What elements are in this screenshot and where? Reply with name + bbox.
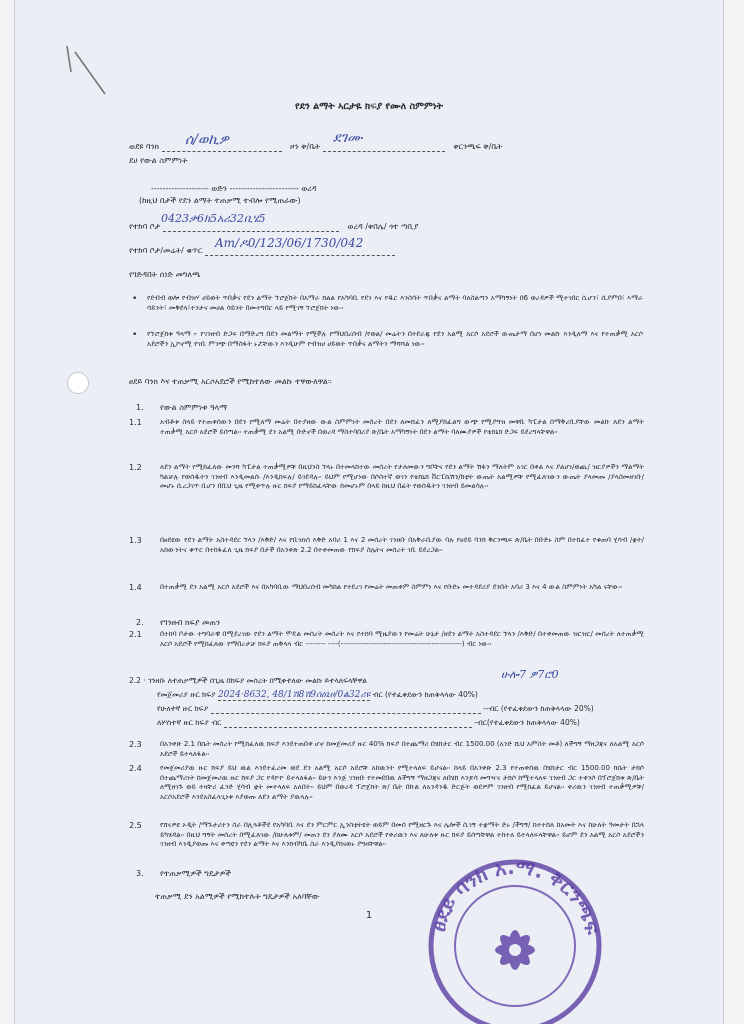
section-number: 1. xyxy=(136,403,144,412)
fee-label: የመጀመሪያ ዙር ክፍያ xyxy=(157,690,216,699)
clause-text: አብቶቱ ስላይ የተጠቀሰውን በደን የሚለማ መሬት በተያዘው ውል ስምምነት መሰረት በደን ለመሸፈን ለሚያከፈልግ ውጭ የሚያግዝ መዋቢ ካፒታል በማቅረቢያቸው መልኩ ለደን ልማት ተጠቃሚ አርሶ አደሮች ይሰጣል፡፡ ተጠቃሚ ደን አልሚ ቡድኖች በወረዳ ማስተባበሪያ ጽ/ቤት አማካኝነት በደን ልማት ባለሙያዎች የቴክኒክ ድጋፍ ይደረግላቸዋል፡፡ xyxy=(160,418,644,436)
fee-intro: 2.2 · ገንዘቡ ለተጠቃሚዎች በጊዜ በክፍያ መሰረት በሚቀተለው መልኩ ይተላለፍላቸዋል xyxy=(129,676,367,685)
clause-text: በፀደዩው የደን ልማት አስተዳደር ኘላን /እቅድ/ እና የቢዝነስ እቅድ አባሪ 1 እና 2 መሰረት ገንዘቡ በአቅራቢያው ባሉ የፀደይ ባንክ ቅርንጫፍ ጽ/ቤት በቡድኑ ስም በተከፈተ የቁጠባ ሂሳብ /ቋት/ አከውንትና ቁጥር በተከፋፈለ ጊዜ ክፍያ በታች በአንቀጽ 2.2 በተቀመጠው የክፍያ ስሌትና መሰረት ገቢ ይደረጋል፡፡ xyxy=(160,536,644,554)
fee-label: የሁለተኛ ዙር ክፍያ xyxy=(157,704,209,713)
clause-text: ለደን ልማት የሚከፈለው መንሻ ካፒታል ተጠቃሚዎቹ በዚህንስ ኘላኑ በተመላከተው መሰረት የታለመውን ግቦቸና የደን ልማት ሽፋን ማለትም አገር በቀል እና ያልሆነ/ወጪ/ ዝርያዎችን ማልማት ካልቻሉ የወሰዱትን ገንዘብ እንዲመልሱ /እንዲከፍሉ/ ይገደዳሉ፡፡ ይህም የሚሆነው በሶስተኛ ወገን የቴክኒክ ቨርፒኬሽን/ክቲት ውጤት አልሚዎቹ የሚፈለገውን ውጤት ያላመጡ /ያላስመዘገቡ/ መሆኑ ሲረጋገጥ ቢሆን በቢህ ጊዜ የሚቀጥሉ ዙር ክፍያ የማይከፈላቸው ከመሆኑም በላይ ከዚህ በፊት የወሰዱትን ገንዘብ ይመልሳሉ፡፡ xyxy=(160,463,644,491)
bullet-dot: • xyxy=(132,330,138,340)
clause-text: በተከባ ቦታው ተግባራዊ በሚደረገው የደን ልማት ሞዴል መሰረት መሰረት እና የተከባ ሚዜያውን የመሬት ሁኔታ /ዘደን ልማት አስተዳደር ኘላን /እቅድ/ በተቀመጠው ዝርዝር/ መሰረት ለተጠቃሚ አርሶ አደሮች የሚከፈለው የማበረታቻ ክፍያ ጠቅላላ ብር -------- ----(------------------------------------------------) ብር ነው፡፡ xyxy=(160,630,644,648)
clause-number: 2.3 xyxy=(129,740,142,749)
ref-handwritten-value: Am/ዶ0/123/06/1730/042 xyxy=(215,236,364,250)
bank-handwritten-value: ሰ/ወኪዎ xyxy=(185,132,229,148)
section-number: 3. xyxy=(136,869,144,878)
fee-tail: -ብር(የተፈቀደውን ከጠቅላላው 40%) xyxy=(474,718,580,727)
clause-number: 2.4 xyxy=(129,764,142,773)
section-number: 2. xyxy=(136,618,144,627)
basis-label: የገድዳበት ሰነድ መግለጫ xyxy=(129,270,201,279)
clause-number: 1.4 xyxy=(129,583,142,592)
clause-number: 1.1 xyxy=(129,418,142,427)
intro-line: ፀደይ ባንክ እና ተጠቃሚ አርሶአደሮች የሚከተለው መልኩ ተዋውለዋል፡፡ xyxy=(129,377,332,386)
clause-text: የመጀመሪያዉ ዙር ክፍያ ይህ ዉል እንደተፈረመ ወደ ደን አልሚ አርሶ አደሮቹ አከዉንት የሚተላለፍ ይሆናል፡፡ ከላይ በአንቀጽ 2.3 የተጠቀሰዉ በሄክታር ብር 1500.00 ክሴት ታክሶ በተጨማሪነት ከመጀመሪዉ ዙር ክፍያ ጋር የዳዮዮ ይተላለፋል፡፡ ይሁን እንጅ ገንዘቡ የተመደበዉ ለችግኝ ማዘጋጃና ለበሄክ እንጆሳ መግዣና ታክሶ ከሚተላለፍ ገንዘብ ጋር ተቀንሶ በፕሮጀክቱ ጽ/ቤት ለሚዘገጉ ወይ ተዛቸሪ ፈንድ ሂሳብ ቋት መተላለፍ አለበት፡፡ ይህም በወረዳ ፕሮጀክት ጽ/ ቤት በኩል ለአንዳንዱ ድርጅት ወደዎም ገንዘብ የሚከፈል ይሆናል፡፡ ቀሪዉን ገንዘብ ተጠቃሚዎቹ/አርሶአደሮች እንደአስፈላጊነቱ እያወጡ ለደን ልማት ያዉላሉ፡፡ xyxy=(160,764,644,801)
punch-hole xyxy=(67,372,89,394)
clause-text: የሸናዎዩ ኦዲት /ማጉታሪተን ስራ በሊጓቶችደ የአካባቢ እና ደን ምርምር ኢንስቲትዩት ወይም በመሰ የሚዘርጉ እና ሌሎች ሲገኝ ተቋማት ድኑ /ችግኝ/ ከተተከለ ከአመት እና ከሁለት ዓመታት በኋላ ይካሄዳል፡፡ በዚህ ግኝት መሰረት በሚፈለገው /ከሁለቱም/ መጠን ደን ያለሙ አርሶ አደሮች የቀሪዉን እና ለሁለቱ ዙር ክፍያ ይሰጣቸዋል ተከተለ ይተላለፍላቸዋል፡፡ ይሆም ደን አልሚ አርሶ አደሮችን ገንዘብ እንዲያወጡ እና ቀጣዩን የደን ልማት እና እንክብካቤ ስራ እንዲያከናወኑ ያግዛቸዋል፡፡ xyxy=(160,821,644,849)
party-label: ደሀ የውል ስምምነት xyxy=(129,156,188,165)
clause-number: 2.5 xyxy=(129,821,142,830)
clause-text: በአንቀጽ 2.1 በሴት መሰረት የሚከፈለዉ ክፍያ እንደተጠበቀ ሆኖ ከመጀመሪያ ዙር 40% ክፍያ በተጨማሪ በሄክታር ብር 1500.00 (አንድ ሺህ አምስት መቶ) ለችግኝ ማዘጋጃና ለአልሚ አርሶ አደሮች ይተላለፋል፡፡ xyxy=(160,740,644,758)
svg-text:ፀደይ ባንክ አ.ማ. ቅርንጫፍ: ፀደይ ባንክ አ.ማ. ቅርንጫፍ xyxy=(425,854,606,937)
bullet-dot: • xyxy=(132,294,138,304)
branch-handwritten-value: ደገሙ xyxy=(333,130,363,146)
page-title: የደን ልማት ኣርታዬ ክፍያ የሙለ ስምምነት xyxy=(295,101,443,112)
fee-row-third xyxy=(157,718,580,728)
id-row: -------------------- ወድን ------------------------ ወረዳ xyxy=(151,184,317,193)
id-row-note: (ከዚህ በታች የደን ልማት ተጠቃሚ ተብሎ የሚጠራው) xyxy=(139,196,301,205)
bullet-paragraph-1: የደብብ ወሎ የብዝሃ ሀይወት ጥበቃና የደን ልማት ኘሮጀክት በአማራ ክልል የአካባቢ የደን እና የዱር እንስሳት ጥበቃና ልማት ባለስልጣን አማካኝነት በ6 ወረዳዎች ሚተገበር ሲሆን፣ ሲያምበ፣ ኣማራ ሳይንት፣ መቅደላ፣ተንታና መሀል ሳይንት በመተግበር ላይ የሚገኝ ኘሮጀክት ነው፡፡ xyxy=(147,294,643,312)
bank-label: ወደዩ ባንክ xyxy=(129,142,159,151)
phone-handwritten-value: 0423ቃ6ክ5አሪ32ቢሄ5 xyxy=(161,212,266,225)
fee-tail: ብር (የተፈቀደውን ከጠቅላላው 40%) xyxy=(372,690,478,699)
section-title: የተጠቃሚዎች ግዴታዎች xyxy=(160,869,231,878)
clause-number: 1.2 xyxy=(129,463,142,472)
subbranch-label: ቀርንጫፍ ቅ/ቤት xyxy=(453,142,503,151)
fee-row-first xyxy=(157,690,478,700)
bank-seal-stamp xyxy=(415,846,615,1024)
bullet-paragraph-2: የኘሮጀክቱ ዓላማ ፦ የገንዘብ ድጋፍ በማድረግ በደን መልማት የሚችሉ የማህበረሰብ /የወል/ መሬትን በተደራጁ የደን አልሚ አርሶ አደሮች ውጤታማ በሆነ መልኩ እንዲለማ እና የተጠቃሚ አርሶ አደሮችን ኢኮኖሚ የገቢ ምንጭ በማስፋት ኑሯቸውን እንዲሁም የብዝሀ ሀይወት ጥበቃና ልማትን ማሻሻል ነው፡፡ xyxy=(147,330,643,348)
fee-handwritten-extra: ሁሎ7 ዎ7ሮ0 xyxy=(501,668,559,681)
phone-suffix: ወረዳ /ቀበሌ/ ጎተ ጣቢያ xyxy=(347,222,419,231)
clause-number: 2.1 xyxy=(129,630,142,639)
branch-label: ዞን ቅ/ቤት xyxy=(290,142,321,151)
fee-tail: --ብር (የተፈቀደውን ከጠቅላላው 20%) xyxy=(482,704,594,713)
phone-label: የተከባ ቦታ xyxy=(129,222,161,231)
clause-text: በተጠቃሚ ደን አልሚ አርሶ አደሮች እና በአካባቢው ማህበረሰብ መካከል የተደረገ የመሬት መጠቀም ስምምነ እና የቡድኑ መተዳደሪያ ደንበት አባሪ 3 እና 4 ውል ስምምነት አካል ናቸው፡፡ xyxy=(160,583,623,591)
fee-label: ለሦስተኛ ዙር ክፍያ ብር xyxy=(157,718,222,727)
pen-stroke-mark xyxy=(61,42,111,102)
obligations-line: ተጠቃሚ ደን አልሚዎች የሚከተሉት ግዴታዎች አለባቸው xyxy=(155,892,320,901)
fee-row-second xyxy=(157,704,594,714)
page-number: 1 xyxy=(365,910,373,921)
section-title: የውል ስምምነቱ ዓላማ xyxy=(160,403,228,412)
fee-handwritten-amount: 2024·8632, 48/1ሽ8ሽ9ሰዕኒሀ/0ል32ሪዩ xyxy=(217,690,371,700)
clause-number: 1.3 xyxy=(129,536,142,545)
section-title: የገንዘብ ክፍያ መጠን xyxy=(160,618,221,627)
ref-label: የተከባ ቦታ/መሬት/ ቁጥር xyxy=(129,246,203,255)
document-page xyxy=(14,0,724,1024)
